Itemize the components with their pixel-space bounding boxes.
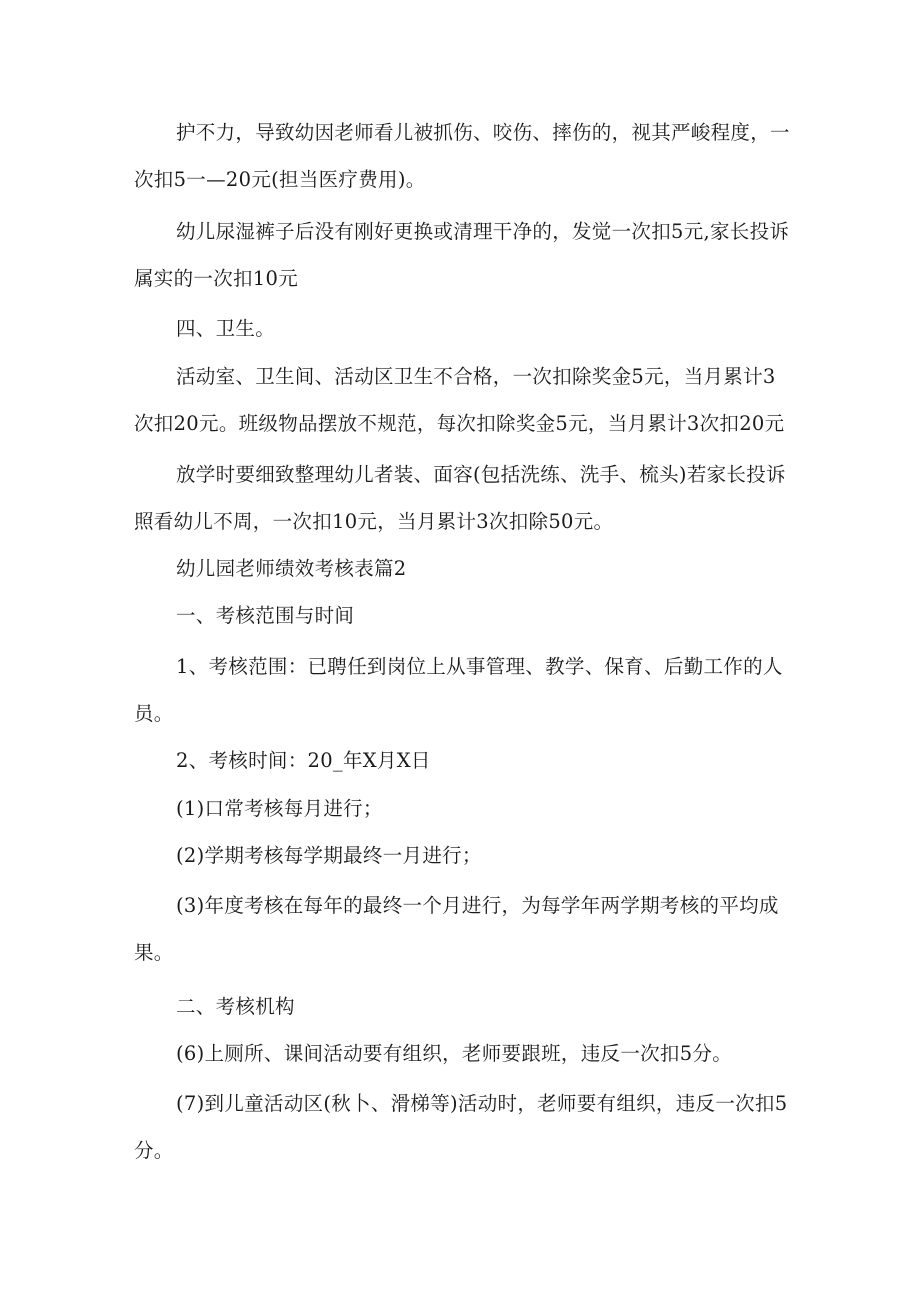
paragraph-wet-pants-deduction: 幼儿尿湿裤子后没有刚好更换或清理干净的，发觉一次扣5元,家长投诉属实的一次扣10元 bbox=[134, 220, 790, 290]
paragraph-semester-assessment: (2)学期考核每学期最终一月进行； bbox=[176, 844, 482, 867]
paragraph-scope: 1、考核范围：已聘任到岗位上从事管理、教学、保育、后勤工作的人员。 bbox=[134, 655, 783, 725]
paragraph-assessment-time: 2、考核时间：20_年X月X日 bbox=[176, 749, 431, 772]
section-heading-hygiene: 四、卫生。 bbox=[176, 317, 276, 340]
paragraph-restroom-rule: (6)上厕所、课间活动要有组织，老师要跟班，违反一次扣5分。 bbox=[176, 1042, 733, 1065]
paragraph-hygiene-deduction: 活动室、卫生间、活动区卫生不合格，一次扣除奖金5元，当月累计3次扣20元。班级物品摆放不规范，每次扣除奖金5元，当月累计3次扣20元 bbox=[134, 365, 785, 435]
article-title: 幼儿园老师绩效考核表篇2 bbox=[176, 557, 407, 580]
paragraph-monthly-assessment: (1)口常考核每月进行； bbox=[176, 797, 383, 820]
paragraph-annual-assessment: (3)年度考核在每年的最终一个月进行，为每学年两学期考核的平均成果。 bbox=[134, 894, 779, 964]
paragraph-dismissal-care: 放学时要细致整理幼儿者装、面容(包括洗练、洗手、梳头)若家长投诉照看幼儿不周，一次扣10元，当月累计3次扣除50元。 bbox=[134, 463, 786, 533]
section-heading-organization: 二、考核机构 bbox=[176, 995, 295, 1018]
paragraph-play-area-rule: (7)到儿童活动区(秋卜、滑梯等)活动时，老师要有组织，违反一次扣5分。 bbox=[134, 1092, 788, 1162]
paragraph-injury-deduction: 护不力，导致幼因老师看儿被抓伤、咬伤、摔伤的，视其严峻程度，一次扣5一—20元(担当医疗费用)。 bbox=[134, 121, 790, 191]
section-heading-scope-time: 一、考核范围与时间 bbox=[176, 604, 355, 627]
